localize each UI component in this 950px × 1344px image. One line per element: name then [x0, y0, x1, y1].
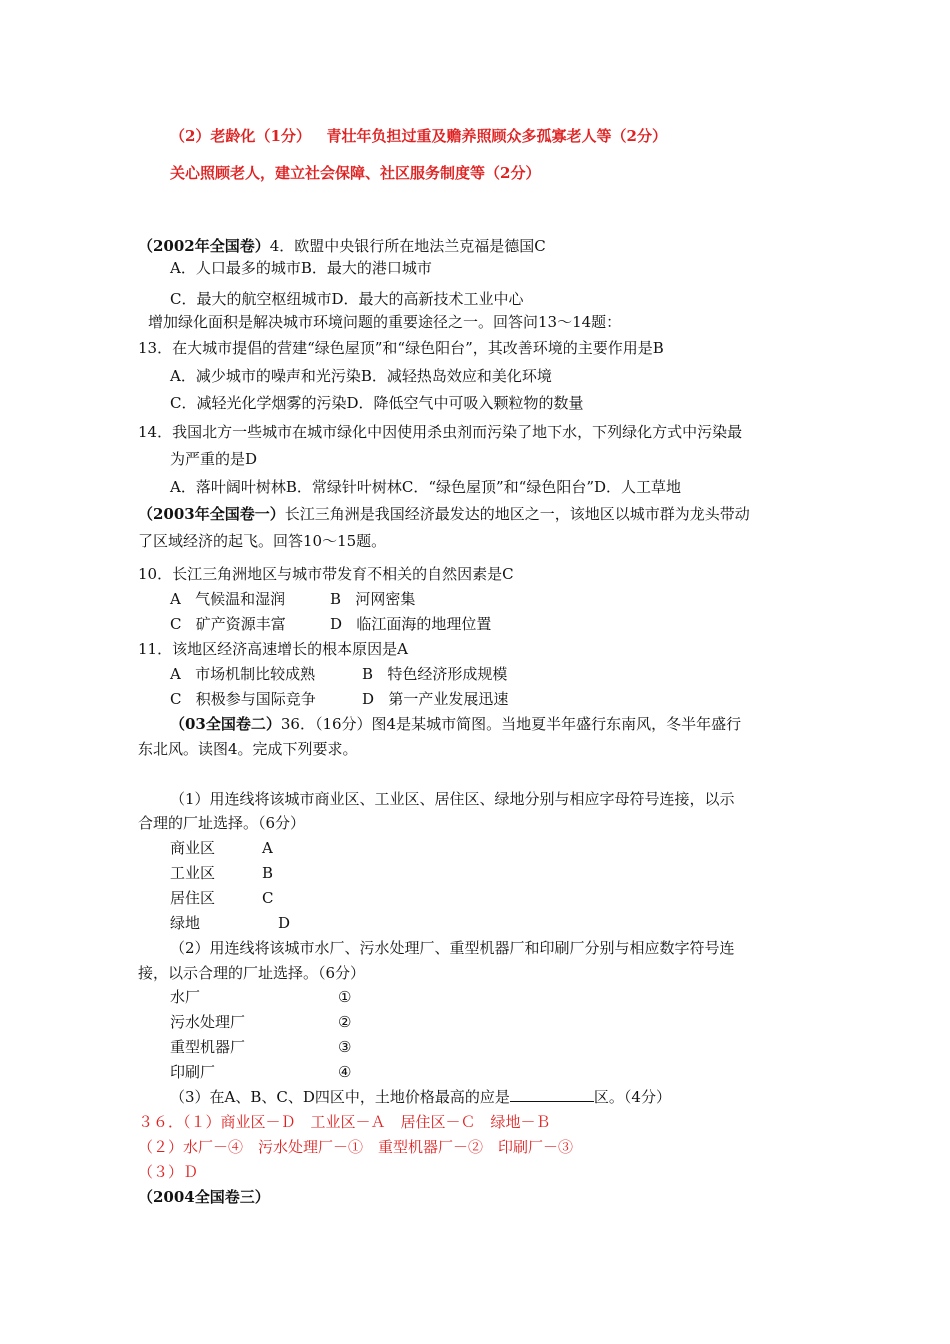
q10-option-b: B 河网密集 [330, 590, 416, 608]
q11-option-a: A 市场机制比较成熟 [170, 665, 316, 683]
zone-name: 商业区 [170, 839, 216, 857]
plant-name: 污水处理厂 [170, 1013, 246, 1031]
zone-letter: A [262, 839, 273, 857]
plant-name: 印刷厂 [170, 1063, 216, 1081]
part3-text: （3）在A、B、C、D四区中，土地价格最高的应是 [170, 1088, 510, 1106]
question-14-line2: 为严重的是D [170, 450, 258, 468]
question-2002-4 [138, 236, 546, 256]
answer-blank[interactable] [510, 1087, 594, 1102]
part3-suffix: 区。（4分） [593, 1088, 671, 1106]
question-14-line1: 14．我国北方一些城市在城市绿化中因使用杀虫剂而污染了地下水，下列绿化方式中污染最 [138, 423, 743, 441]
q10-option-c: C 矿产资源丰富 [170, 615, 286, 633]
zone-letter: D [278, 914, 291, 932]
q11-option-b: B 特色经济形成规模 [362, 665, 508, 683]
q11-option-d: D 第一产业发展迅速 [362, 690, 509, 708]
intro-text: 长江三角洲是我国经济最发达的地区之一，该地区以城市群为龙头带动 [284, 505, 750, 523]
q14-options: A．落叶阔叶树林B．常绿针叶树林C．“绿色屋顶”和“绿色阳台”D．人工草地 [170, 478, 682, 496]
part2-line2: 接，以示合理的厂址选择。（6分） [138, 964, 366, 982]
part1-line2: 合理的厂址选择。（6分） [138, 814, 306, 832]
part1-line1: （1）用连线将该城市商业区、工业区、居住区、绿地分别与相应字母符号连接，以示 [170, 790, 735, 808]
zone-name: 工业区 [170, 864, 216, 882]
zone-letter: B [262, 864, 274, 882]
answer-36-1: ３６．（１）商业区－Ｄ 工业区－Ａ 居住区－Ｃ 绿地－Ｂ [138, 1113, 551, 1131]
exam-tag: （03全国卷二） [170, 715, 281, 733]
question-stem: 4．欧盟中央银行所在地法兰克福是德国C [269, 237, 546, 255]
q10-option-a: A 气候温和湿润 [170, 590, 286, 608]
answer-line-2: 关心照顾老人，建立社会保障、社区服务制度等（2分） [170, 164, 541, 182]
q10-option-d: D 临江面海的地理位置 [330, 615, 492, 633]
intro-13-14: 增加绿化面积是解决城市环境问题的重要途径之一。回答问13～14题： [148, 313, 622, 331]
q13-options-ab: A．减少城市的噪声和光污染B．减轻热岛效应和美化环境 [170, 367, 552, 385]
question-36-line1 [170, 714, 741, 734]
question-11: 11．该地区经济高速增长的根本原因是A [138, 640, 408, 658]
answer-36-3: （３）Ｄ [138, 1163, 199, 1181]
question-stem: 36．（16分）图4是某城市简图。当地夏半年盛行东南风，冬半年盛行 [280, 715, 742, 733]
plant-number: ④ [338, 1063, 352, 1081]
q11-option-c: C 积极参与国际竞争 [170, 690, 316, 708]
answer-36-2: （２）水厂－④ 污水处理厂－① 重型机器厂－② 印刷厂－③ [138, 1138, 574, 1156]
exam-tag: （2003年全国卷一） [138, 505, 285, 523]
exam-tag-2004: （2004全国卷三） [138, 1188, 270, 1206]
answer-line-1: （2）老龄化（1分） 青壮年负担过重及赡养照顾众多孤寡老人等（2分） [170, 127, 667, 145]
question-36-line2: 东北风。读图4。完成下列要求。 [138, 740, 358, 758]
question-10: 10．长江三角洲地区与城市带发育不相关的自然因素是C [138, 565, 514, 583]
part2-line1: （2）用连线将该城市水厂、污水处理厂、重型机器厂和印刷厂分别与相应数字符号连 [170, 939, 735, 957]
plant-number: ③ [338, 1038, 352, 1056]
question-13: 13．在大城市提倡的营建“绿色屋顶”和“绿色阳台”，其改善环境的主要作用是B [138, 339, 664, 357]
part3 [170, 1087, 671, 1107]
zone-name: 绿地 [170, 914, 201, 932]
plant-name: 重型机器厂 [170, 1038, 246, 1056]
zone-letter: C [262, 889, 274, 907]
plant-number: ① [338, 988, 352, 1006]
plant-number: ② [338, 1013, 352, 1031]
q13-options-cd: C．减轻光化学烟雾的污染D．降低空气中可吸入颗粒物的数量 [170, 394, 584, 412]
options-cd: C．最大的航空枢纽城市D．最大的高新技术工业中心 [170, 290, 524, 308]
options-ab: A．人口最多的城市B．最大的港口城市 [170, 259, 432, 277]
zone-name: 居住区 [170, 889, 216, 907]
intro-2003-2: 了区域经济的起飞。回答10～15题。 [138, 532, 387, 550]
exam-tag: （2002年全国卷） [138, 237, 270, 255]
intro-2003-1 [138, 504, 750, 524]
plant-name: 水厂 [170, 988, 201, 1006]
